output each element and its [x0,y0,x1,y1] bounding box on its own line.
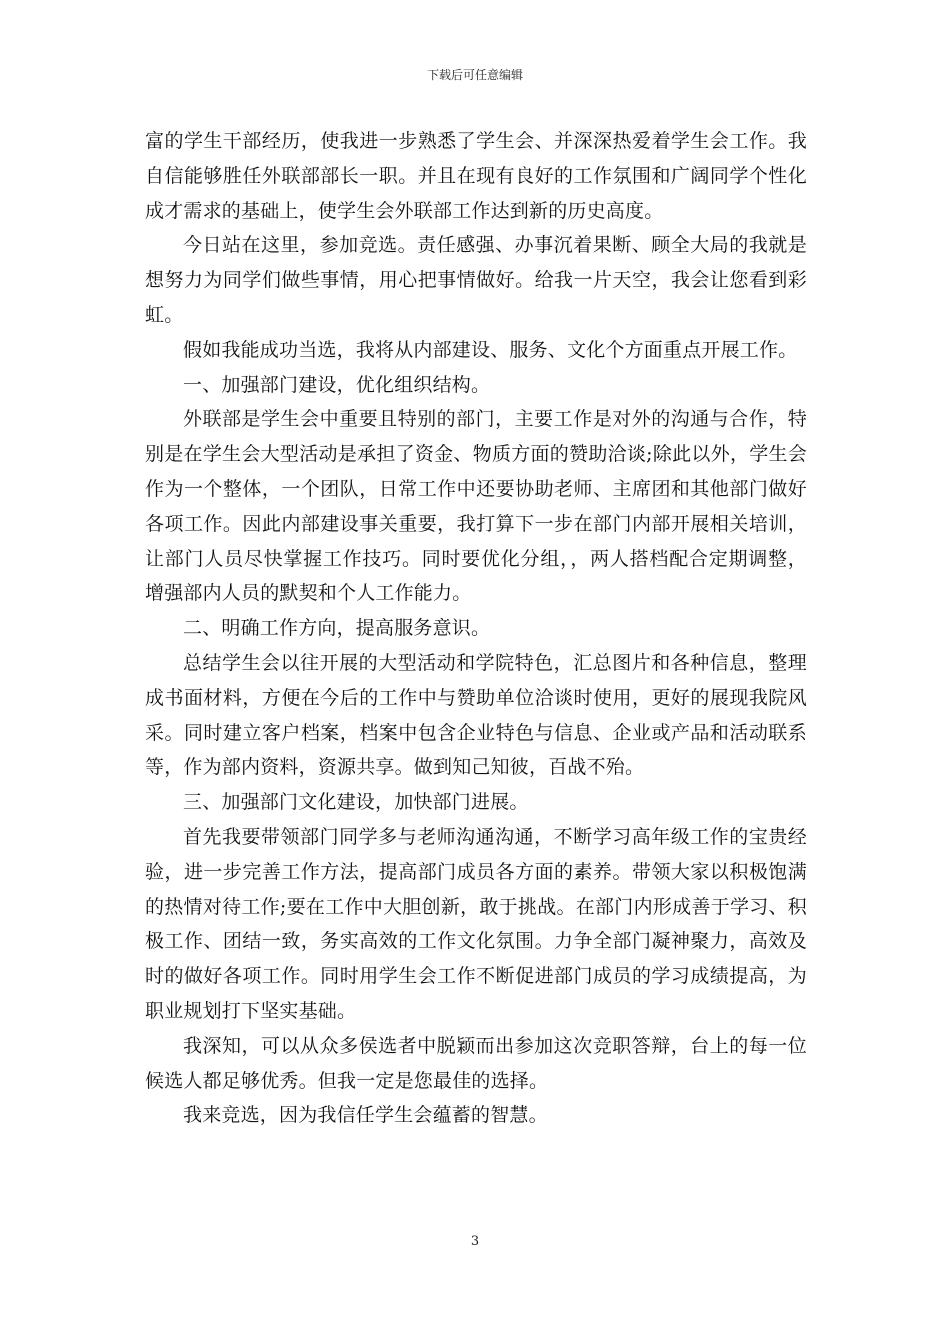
section-heading: 一、加强部门建设，优化组织结构。 [183,373,491,396]
paragraph: 假如我能成功当选，我将从内部建设、服务、文化个方面重点开展工作。 [183,338,798,361]
section-heading: 三、加强部门文化建设，加快部门进展。 [183,791,529,814]
page-header: 下载后可任意编辑 [426,68,523,82]
paragraph: 首先我要带领部门同学多与老师沟通沟通，不断学习高年级工作的宝贵经验，进一步完善工作方法，提高部门成员各方面的素养。带领大家以积极饱满的热情对待工作;要在工作中大胆创新，敢于挑战。在部门内形成善于学习、积极工作、团结一致，务实高效的工作文化氛围。力争全部门凝神聚力，高效及时的做好各项工作。同时用学生会工作不断促进部门成员的学习成绩提高，为职业规划打下坚实基础。 [145,825,807,1022]
paragraph: 我来竞选，因为我信任学生会蕴蓄的智慧。 [183,1104,548,1127]
section-heading: 二、明确工作方向，提高服务意识。 [183,617,491,640]
document-body [145,124,807,1133]
paragraph: 富的学生干部经历，使我进一步熟悉了学生会、并深深热爱着学生会工作。我自信能够胜任外联部部长一职。并且在现有良好的工作氛围和广阔同学个性化成才需求的基础上，使学生会外联部工作达到新的历史高度。 [145,130,807,222]
page-number: 3 [470,1234,480,1249]
paragraph: 外联部是学生会中重要且特别的部门，主要工作是对外的沟通与合作，特别是在学生会大型活动是承担了资金、物质方面的赞助洽谈;除此以外，学生会作为一个整体，一个团队，日常工作中还要协助老师、主席团和其他部门做好各项工作。因此内部建设事关重要，我打算下一步在部门内部开展相关培训，让部门人员尽快掌握工作技巧。同时要优化分组，，两人搭档配合定期调整，增强部内人员的默契和个人工作能力。 [145,408,807,605]
paragraph: 今日站在这里，参加竞选。责任感强、办事沉着果断、顾全大局的我就是想努力为同学们做些事情，用心把事情做好。给我一片天空，我会让您看到彩虹。 [145,234,807,326]
paragraph: 我深知，可以从众多侯选者中脱颖而出参加这次竞职答辩，台上的每一位候选人都足够优秀。但我一定是您最佳的选择。 [145,1034,807,1092]
paragraph: 总结学生会以往开展的大型活动和学院特色，汇总图片和各种信息，整理成书面材料，方便在今后的工作中与赞助单位洽谈时使用，更好的展现我院风采。同时建立客户档案，档案中包含企业特色与信息、企业或产品和活动联系等，作为部内资料，资源共享。做到知己知彼，百战不殆。 [145,651,807,779]
